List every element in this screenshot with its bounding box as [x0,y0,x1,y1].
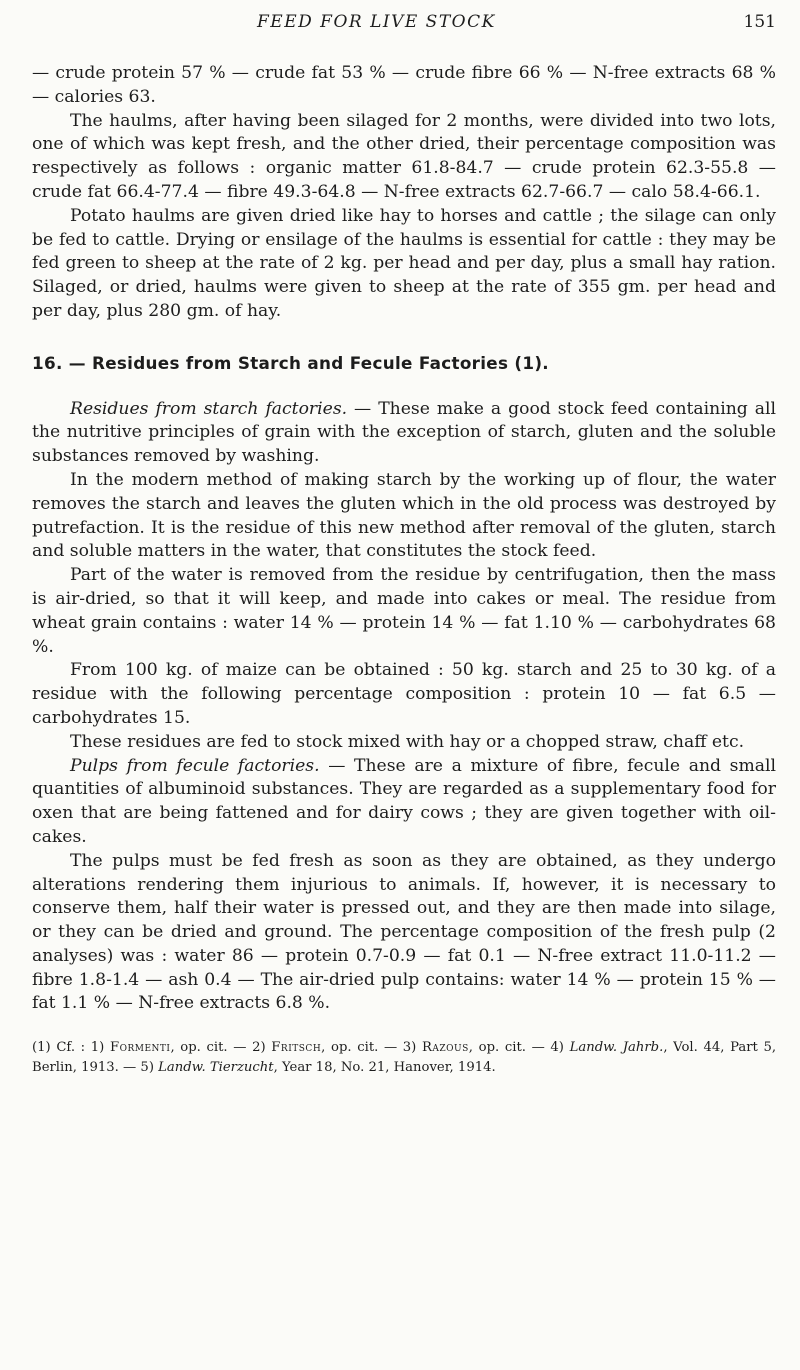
paragraph-starch-intro [32,398,776,469]
footnote [32,1038,776,1078]
footnote-text: , op. cit. — 3) [321,1040,422,1056]
footnote-author: Formenti [109,1040,171,1056]
paragraph-text: — These are a mixture of fibre, fecule and small quantities of albuminoid substances. They are regarded as a supplementary food for oxen that are being fattened and for dairy cows ; they are given together with oil-cakes. [32,755,776,847]
paragraph-pulps-intro [32,755,776,850]
paragraph: The haulms, after having been silaged for 2 months, were divided into two lots, one of which was kept fresh, and the other dried, their percentage composition was respectively as follows : organic matter 61.8-84.7 — crude protein 62.3-55.8 — crude fat 66.4-77.4 — fibre 49.3-64.8 — N-free extracts 62.7-66.7 — calo 58.4-66.1. [32,110,776,202]
footnote-text: (1) Cf. : 1) [32,1040,110,1056]
footnote-journal: Landw. Jahrb. [569,1040,664,1056]
book-page [32,12,777,1078]
paragraph: Potato haulms are given dried like hay to horses and cattle ; the silage can only be fed to cattle. Drying or ensilage of the haulms is essential for cattle : they may be fed green to sheep at the rate of 2 kg. per head and per day, plus a small hay ration. Silaged, or dried, haulms were given to sheep at the rate of 355 gm. per head and per day, plus 280 gm. of hay. [32,205,776,321]
section-heading: 16. — Residues from Starch and Fecule Factories (1). [32,352,549,373]
lead-heading: Pulps from fecule factories. [70,755,320,776]
footnote-text: , op. cit. — 4) [468,1040,570,1056]
footnote-author: Fritsch [271,1040,322,1056]
paragraph: These residues are fed to stock mixed with hay or a chopped straw, chaff etc. [70,731,745,752]
footnote-text: , op. cit. — 2) [170,1040,272,1056]
running-title: FEED FOR LIVE STOCK [257,12,496,32]
lead-heading: Residues from starch factories. [70,398,348,419]
paragraph: — crude protein 57 % — crude fat 53 % — crude fibre 66 % — N-free extracts 68 % — calories 63. [32,63,776,107]
footnote-text: , Vol. 44, Part 5, Berlin, 1913. — 5) [32,1040,777,1076]
footnote-journal: Landw. Tierzucht [158,1060,274,1076]
body-text [32,62,776,1016]
page-number: 151 [743,12,776,32]
paragraph: Part of the water is removed from the residue by centrifugation, then the mass is air-dried, so that it will keep, and made into cakes or meal. The residue from wheat grain contains : water 14 % — protein 14 % — fat 1.10 % — carbohydrates 68 %. [32,565,776,657]
paragraph: The pulps must be fed fresh as soon as they are obtained, as they undergo alterations rendering them injurious to animals. If, however, it is necessary to conserve them, half their water is pressed out, and they are then made into silage, or they can be dried and ground. The percentage composition of the fresh pulp (2 analyses) was : water 86 — protein 0.7-0.9 — fat 0.1 — N-free extract 11.0-11.2 — fibre 1.8-1.4 — ash 0.4 — The air-dried pulp contains: water 14 % — protein 15 % — fat 1.1 % — N-free extracts 6.8 %. [32,850,776,1014]
footnotes [32,1038,776,1078]
footnote-text: , Year 18, No. 21, Hanover, 1914. [273,1060,496,1076]
paragraph: From 100 kg. of maize can be obtained : 50 kg. starch and 25 to 30 kg. of a residue with the following percentage composition : protein 10 — fat 6.5 — carbohydrates 15. [32,660,776,728]
paragraph-text: — These make a good stock feed containing all the nutritive principles of grain with the exception of starch, gluten and the soluble substances removed by washing. [32,398,776,467]
paragraph: In the modern method of making starch by the working up of flour, the water removes the starch and leaves the gluten which in the old process was destroyed by putrefaction. It is the residue of this new method after removal of the gluten, starch and soluble matters in the water, that constitutes the stock feed. [32,469,776,562]
footnote-author: Razous [421,1040,469,1056]
running-head [32,12,776,38]
